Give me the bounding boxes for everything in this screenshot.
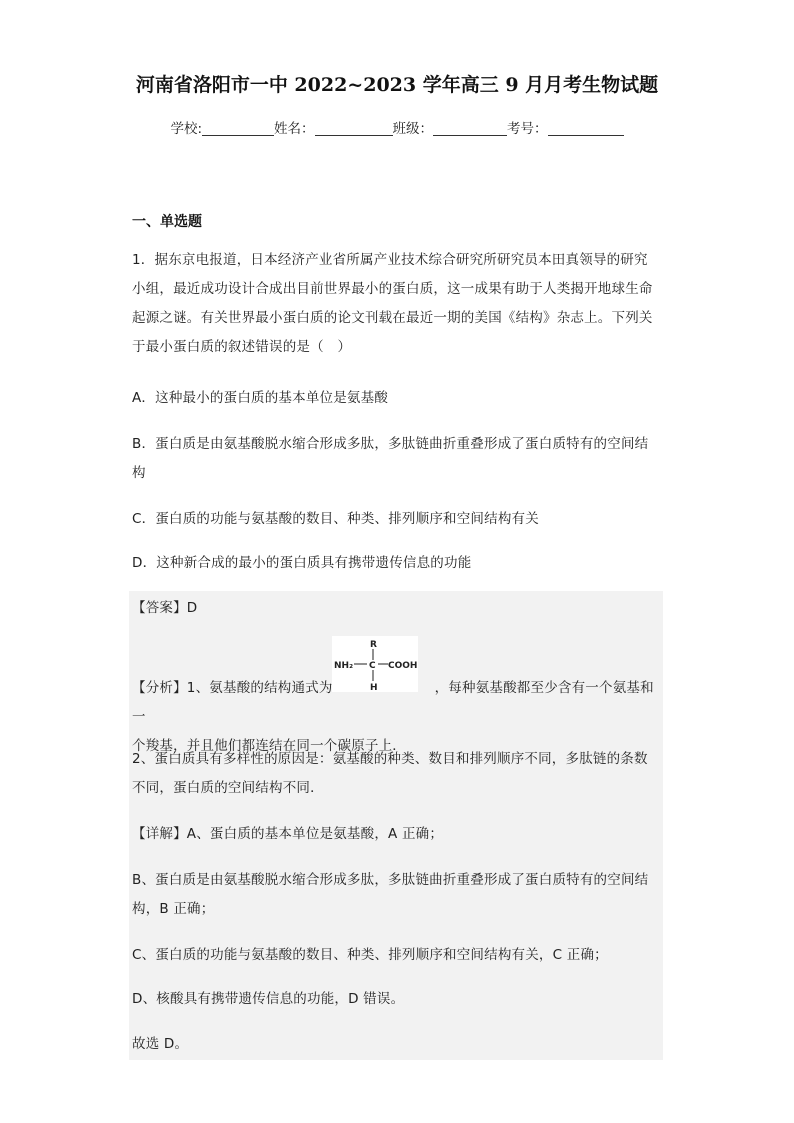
detail-b-line-2: 构，B 正确； <box>132 901 215 917</box>
detail-a: 【详解】A、蛋白质的基本单位是氨基酸，A 正确； <box>132 826 444 842</box>
analysis-1-before: 【分析】1、氨基酸的结构通式为 <box>132 680 333 696</box>
answer-line: 【答案】D <box>132 600 198 616</box>
class-label: 班级： <box>392 121 434 137</box>
detail-b-line-1: B、蛋白质是由氨基酸脱水缩合形成多肽，多肽链曲折重叠形成了蛋白质特有的空间结 <box>132 872 649 888</box>
class-blank[interactable] <box>433 121 507 136</box>
formula-r: R <box>370 640 377 650</box>
analysis-1-after: ，每种氨基酸都至少含有一个氨基和一 <box>132 680 654 725</box>
detail-d: D、核酸具有携带遗传信息的功能，D 错误。 <box>132 991 405 1007</box>
option-b-line-1: B．蛋白质是由氨基酸脱水缩合形成多肽，多肽链曲折重叠形成了蛋白质特有的空间结 <box>132 436 649 452</box>
question-line-2: 小组，最近成功设计合成出目前世界最小的蛋白质，这一成果有助于人类揭开地球生命 <box>132 281 653 297</box>
question-line-4: 于最小蛋白质的叙述错误的是（ ） <box>132 339 352 355</box>
question-line-3: 起源之谜。有关世界最小蛋白质的论文刊载在最近一期的美国《结构》杂志上。下列关 <box>132 310 653 326</box>
analysis-2-line-2: 不同，蛋白质的空间结构不同． <box>132 780 324 796</box>
student-info-line <box>0 117 794 137</box>
school-label: 学校: <box>170 121 203 137</box>
question-line-1: 1．据东京电报道，日本经济产业省所属产业技术综合研究所研究员本田真领导的研究 <box>132 252 648 268</box>
analysis-1-line-2: 个羧基，并且他们都连结在同一个碳原子上． <box>132 738 406 754</box>
name-blank[interactable] <box>315 121 393 136</box>
detail-b <box>132 866 664 924</box>
exam-title: 河南省洛阳市一中 2022~2023 学年高三 9 月月考生物试题 <box>135 74 659 96</box>
option-b-line-2: 构 <box>132 465 146 481</box>
conclusion: 故选 D。 <box>132 1036 189 1052</box>
formula-nh2: NH₂ <box>334 661 354 671</box>
option-a: A．这种最小的蛋白质的基本单位是氨基酸 <box>132 390 389 406</box>
school-blank[interactable] <box>202 121 274 136</box>
formula-c: C <box>369 661 376 671</box>
analysis-2-line-1: 2、蛋白质具有多样性的原因是：氨基酸的种类、数目和排列顺序不同，多肽链的条数 <box>132 751 648 767</box>
number-label: 考号： <box>507 121 548 137</box>
option-b <box>132 430 664 488</box>
name-label: 姓名： <box>274 121 315 137</box>
formula-h: H <box>370 683 378 692</box>
analysis-2 <box>132 745 664 803</box>
option-d: D．这种新合成的最小的蛋白质具有携带遗传信息的功能 <box>132 555 472 571</box>
option-c: C．蛋白质的功能与氨基酸的数目、种类、排列顺序和空间结构有关 <box>132 511 539 527</box>
formula-cooh: COOH <box>388 661 418 671</box>
number-blank[interactable] <box>548 121 624 136</box>
detail-c: C、蛋白质的功能与氨基酸的数目、种类、排列顺序和空间结构有关，C 正确； <box>132 947 608 963</box>
section-heading: 一、单选题 <box>132 214 202 230</box>
question-stem <box>132 246 664 362</box>
